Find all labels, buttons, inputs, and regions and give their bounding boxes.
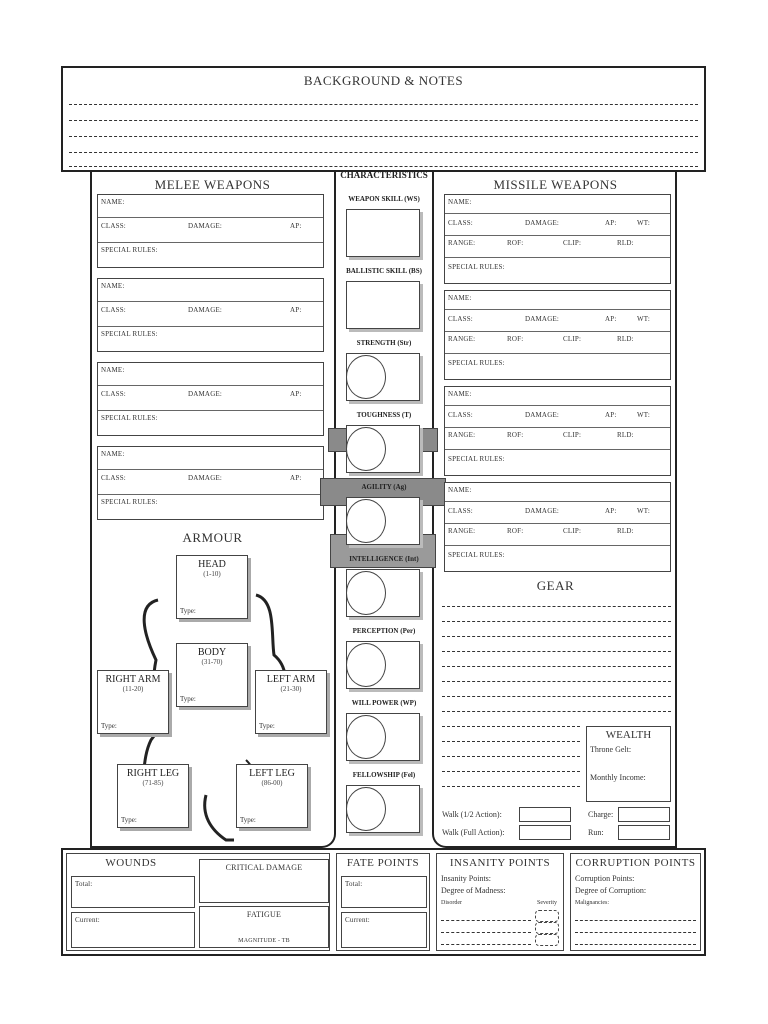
corruption-section (570, 853, 701, 951)
corruption-degree-label: Degree of Corruption: (575, 886, 647, 895)
missile-row-divider (445, 545, 670, 546)
notes-line[interactable] (69, 120, 698, 121)
magnitude-label: MAGNITUDE - TB (238, 938, 290, 944)
armour-type-label: Type: (180, 695, 196, 703)
armour-right-leg-box[interactable] (117, 764, 189, 828)
missile-field-label: SPECIAL RULES: (448, 263, 505, 271)
insanity-severity-label: Severity (537, 900, 557, 906)
insanity-points-label: Insanity Points: (441, 874, 492, 883)
melee-name-label: NAME: (101, 282, 125, 290)
fate-total-field[interactable] (341, 876, 427, 908)
insanity-section (436, 853, 564, 951)
armour-right-arm-box[interactable] (97, 670, 169, 734)
characteristic-label: INTELLIGENCE (Int) (349, 555, 419, 563)
missile-field-label: NAME: (448, 390, 472, 398)
characteristic-bonus-circle[interactable] (346, 643, 386, 687)
background-notes-title: BACKGROUND & NOTES (303, 73, 464, 88)
armour-title: ARMOUR (182, 530, 243, 545)
armour-part-name: LEFT ARM (266, 674, 316, 685)
missile-field-label: WT: (637, 507, 651, 515)
melee-special-label: SPECIAL RULES: (101, 498, 158, 506)
missile-field-label: CLASS: (448, 507, 473, 515)
gear-line[interactable] (442, 681, 671, 682)
missile-field-label: AP: (605, 315, 617, 323)
gear-line[interactable] (442, 726, 580, 727)
critical-damage-field[interactable] (199, 859, 329, 903)
disorder-line[interactable] (441, 920, 531, 921)
missile-field-label: SPECIAL RULES: (448, 551, 505, 559)
walk-full-field[interactable] (519, 825, 571, 840)
fate-current-field[interactable] (341, 912, 427, 948)
characteristic-bonus-circle[interactable] (346, 787, 386, 831)
missile-field-label: NAME: (448, 294, 472, 302)
missile-row-divider (445, 331, 670, 332)
missile-field-label: SPECIAL RULES: (448, 455, 505, 463)
disorder-line[interactable] (441, 932, 531, 933)
armour-type-label: Type: (180, 607, 196, 615)
melee-damage-label: DAMAGE: (188, 306, 223, 314)
fate-section (336, 853, 430, 951)
missile-field-label: CLIP: (563, 431, 582, 439)
missile-row-divider (445, 257, 670, 258)
armour-part-range: (71-85) (142, 779, 164, 787)
walk-half-label: Walk (1/2 Action): (442, 810, 502, 819)
gear-line[interactable] (442, 741, 580, 742)
missile-weapon-block[interactable] (444, 386, 671, 476)
wounds-section (66, 853, 330, 951)
insanity-degree-label: Degree of Madness: (441, 886, 506, 895)
wealth-box[interactable] (586, 726, 671, 802)
disorder-line[interactable] (441, 944, 531, 945)
characteristic-label: PERCEPTION (Per) (352, 627, 416, 635)
missile-row-divider (445, 523, 670, 524)
melee-special-label: SPECIAL RULES: (101, 246, 158, 254)
missile-field-label: NAME: (448, 486, 472, 494)
gear-line[interactable] (442, 621, 671, 622)
melee-name-label: NAME: (101, 198, 125, 206)
insanity-title: INSANITY POINTS (449, 857, 551, 869)
corruption-title: CORRUPTION POINTS (575, 857, 696, 869)
missile-weapon-block[interactable] (444, 194, 671, 284)
missile-field-label: AP: (605, 411, 617, 419)
charge-label: Charge: (588, 810, 614, 819)
gear-line[interactable] (442, 756, 580, 757)
armour-part-range: (86-00) (261, 779, 283, 787)
run-label: Run: (588, 828, 604, 837)
missile-field-label: RANGE: (448, 335, 476, 343)
armour-left-leg-box[interactable] (236, 764, 308, 828)
characteristic-label: FELLOWSHIP (Fel) (352, 771, 416, 779)
missile-field-label: ROF: (507, 239, 524, 247)
missile-field-label: RLD: (617, 335, 634, 343)
missile-field-label: ROF: (507, 431, 524, 439)
missile-field-label: CLASS: (448, 315, 473, 323)
melee-weapon-block[interactable] (97, 194, 324, 268)
melee-weapon-block[interactable] (97, 278, 324, 352)
insanity-disorder-label: Disorder (441, 900, 462, 906)
melee-class-label: CLASS: (101, 390, 126, 398)
gear-line[interactable] (442, 711, 671, 712)
armour-part-name: RIGHT LEG (126, 768, 180, 779)
severity-field[interactable] (535, 934, 559, 946)
missile-row-divider (445, 501, 670, 502)
missile-row-divider (445, 235, 670, 236)
missile-field-label: ROF: (507, 335, 524, 343)
missile-field-label: DAMAGE: (525, 411, 560, 419)
characteristic-value-box[interactable] (346, 209, 420, 257)
missile-field-label: NAME: (448, 198, 472, 206)
melee-ap-label: AP: (290, 222, 302, 230)
armour-part-range: (21-30) (280, 685, 302, 693)
melee-class-label: CLASS: (101, 222, 126, 230)
background-notes-panel (61, 66, 706, 172)
corruption-points-label: Corruption Points: (575, 874, 635, 883)
gear-line[interactable] (442, 786, 580, 787)
characteristic-bonus-circle[interactable] (346, 355, 386, 399)
missile-field-label: DAMAGE: (525, 219, 560, 227)
characteristic-value-box[interactable] (346, 281, 420, 329)
missile-weapon-block[interactable] (444, 482, 671, 572)
armour-type-label: Type: (101, 722, 117, 730)
notes-line[interactable] (69, 104, 698, 105)
armour-head-box[interactable] (176, 555, 248, 619)
gear-line[interactable] (442, 666, 671, 667)
missile-field-label: AP: (605, 507, 617, 515)
missile-field-label: CLIP: (563, 335, 582, 343)
missile-field-label: WT: (637, 219, 651, 227)
characteristics-title: CHARACTERISTICS (340, 170, 428, 180)
melee-weapon-block[interactable] (97, 362, 324, 436)
missile-field-label: RANGE: (448, 527, 476, 535)
melee-ap-label: AP: (290, 390, 302, 398)
notes-line[interactable] (69, 152, 698, 153)
melee-name-label: NAME: (101, 366, 125, 374)
gear-title: GEAR (536, 578, 575, 593)
missile-field-label: SPECIAL RULES: (448, 359, 505, 367)
fatigue-field[interactable] (199, 906, 329, 948)
missile-field-label: CLASS: (448, 411, 473, 419)
characteristic-bonus-circle[interactable] (346, 499, 386, 543)
missile-field-label: WT: (637, 411, 651, 419)
armour-part-range: (31-70) (201, 658, 223, 666)
gear-line[interactable] (442, 771, 580, 772)
armour-body-box[interactable] (176, 643, 248, 707)
critical-damage-label: CRITICAL DAMAGE (225, 863, 303, 872)
armour-left-arm-box[interactable] (255, 670, 327, 734)
malignancy-line[interactable] (575, 944, 696, 945)
missile-row-divider (445, 427, 670, 428)
missile-field-label: AP: (605, 219, 617, 227)
missile-row-divider (445, 353, 670, 354)
characteristic-label: AGILITY (Ag) (361, 483, 407, 491)
armour-part-name: RIGHT ARM (105, 674, 161, 685)
missile-field-label: RANGE: (448, 239, 476, 247)
wealth-income-label: Monthly Income: (590, 773, 646, 782)
missile-weapons-title: MISSILE WEAPONS (493, 177, 618, 192)
characteristic-label: WEAPON SKILL (WS) (348, 195, 420, 203)
missile-field-label: RLD: (617, 239, 634, 247)
armour-part-name: HEAD (198, 559, 226, 570)
missile-field-label: CLIP: (563, 239, 582, 247)
armour-part-range: (1-10) (203, 570, 221, 578)
severity-field[interactable] (535, 910, 559, 922)
characteristic-bonus-circle[interactable] (346, 427, 386, 471)
missile-field-label: RANGE: (448, 431, 476, 439)
missile-row-divider (445, 309, 670, 310)
melee-class-label: CLASS: (101, 474, 126, 482)
wounds-total-field[interactable] (71, 876, 195, 908)
fate-title: FATE POINTS (346, 857, 420, 869)
missile-row-divider (445, 449, 670, 450)
charge-field[interactable] (618, 807, 670, 822)
missile-field-label: CLASS: (448, 219, 473, 227)
armour-type-label: Type: (121, 816, 137, 824)
melee-ap-label: AP: (290, 306, 302, 314)
gear-line[interactable] (442, 636, 671, 637)
missile-field-label: WT: (637, 315, 651, 323)
gear-line[interactable] (442, 651, 671, 652)
wealth-title: WEALTH (605, 729, 652, 741)
walk-half-field[interactable] (519, 807, 571, 822)
notes-line[interactable] (69, 166, 698, 167)
run-field[interactable] (618, 825, 670, 840)
characteristic-label: WILL POWER (WP) (351, 699, 417, 707)
melee-weapons-title: MELEE WEAPONS (154, 177, 271, 192)
gear-line[interactable] (442, 606, 671, 607)
missile-field-label: DAMAGE: (525, 507, 560, 515)
missile-field-label: DAMAGE: (525, 315, 560, 323)
melee-damage-label: DAMAGE: (188, 222, 223, 230)
notes-line[interactable] (69, 136, 698, 137)
gear-line[interactable] (442, 696, 671, 697)
wounds-current-field[interactable] (71, 912, 195, 948)
missile-field-label: RLD: (617, 527, 634, 535)
characteristic-bonus-circle[interactable] (346, 715, 386, 759)
fatigue-label: FATIGUE (246, 910, 282, 919)
characteristic-label: BALLISTIC SKILL (BS) (346, 267, 422, 275)
armour-type-label: Type: (240, 816, 256, 824)
missile-row-divider (445, 213, 670, 214)
melee-ap-label: AP: (290, 474, 302, 482)
walk-full-label: Walk (Full Action): (442, 828, 505, 837)
severity-field[interactable] (535, 922, 559, 934)
wealth-throne-label: Throne Gelt: (590, 745, 632, 754)
malignancy-line[interactable] (575, 920, 696, 921)
characteristic-label: TOUGHNESS (T) (356, 411, 412, 419)
melee-special-label: SPECIAL RULES: (101, 330, 158, 338)
missile-weapon-block[interactable] (444, 290, 671, 380)
armour-type-label: Type: (259, 722, 275, 730)
wounds-title: WOUNDS (105, 857, 157, 869)
fate-total-label: Total: (345, 880, 363, 888)
corruption-malignancies-label: Malignancies: (575, 900, 609, 906)
melee-damage-label: DAMAGE: (188, 390, 223, 398)
missile-row-divider (445, 405, 670, 406)
melee-class-label: CLASS: (101, 306, 126, 314)
fate-current-label: Current: (345, 916, 370, 924)
armour-part-name: BODY (197, 647, 227, 658)
malignancy-line[interactable] (575, 932, 696, 933)
melee-name-label: NAME: (101, 450, 125, 458)
missile-field-label: RLD: (617, 431, 634, 439)
armour-part-range: (11-20) (122, 685, 144, 693)
melee-damage-label: DAMAGE: (188, 474, 223, 482)
wounds-total-label: Total: (75, 880, 93, 888)
characteristic-bonus-circle[interactable] (346, 571, 386, 615)
missile-field-label: CLIP: (563, 527, 582, 535)
wounds-current-label: Current: (75, 916, 100, 924)
melee-special-label: SPECIAL RULES: (101, 414, 158, 422)
characteristic-label: STRENGTH (Str) (356, 339, 412, 347)
armour-part-name: LEFT LEG (249, 768, 295, 779)
melee-weapon-block[interactable] (97, 446, 324, 520)
missile-field-label: ROF: (507, 527, 524, 535)
